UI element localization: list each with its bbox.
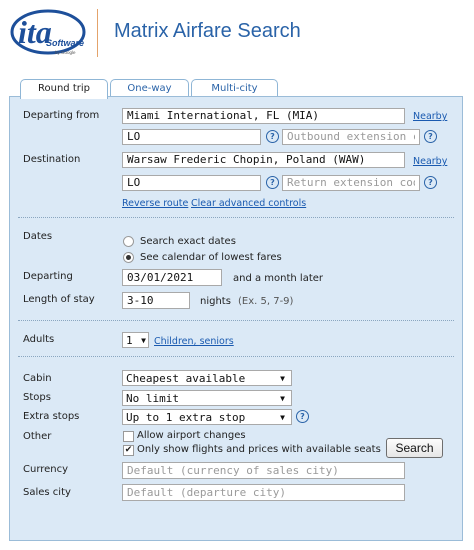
allow-airport-changes-checkbox[interactable]: [123, 431, 134, 442]
departing-from-label: Departing from: [23, 110, 100, 121]
stops-select[interactable]: [122, 390, 292, 406]
ita-software-logo: [6, 8, 86, 60]
logo-main-text: ita: [18, 14, 52, 50]
header-divider: [97, 9, 98, 57]
search-form-panel: [9, 96, 463, 541]
destination-label: Destination: [23, 154, 81, 165]
return-routing-input[interactable]: [122, 175, 261, 191]
logo-by-text: by Google: [55, 50, 76, 55]
section-divider: [18, 217, 454, 218]
tab-round-trip[interactable]: Round trip: [20, 79, 108, 99]
cabin-label: Cabin: [23, 373, 52, 384]
stops-label: Stops: [23, 392, 51, 403]
currency-label: Currency: [23, 464, 69, 475]
calendar-radio[interactable]: [123, 252, 134, 263]
nearby-destination-link[interactable]: Nearby: [413, 156, 448, 167]
stops-select-value: No limit: [126, 392, 179, 405]
length-of-stay-input[interactable]: [122, 292, 190, 309]
help-outbound-routing-icon[interactable]: ?: [266, 130, 279, 143]
adults-select[interactable]: [122, 332, 149, 348]
tab-multi-city[interactable]: Multi-city: [191, 79, 278, 97]
length-of-stay-label: Length of stay: [23, 294, 95, 305]
reverse-route-link[interactable]: Reverse route: [122, 198, 189, 209]
caret-down-icon: ▼: [280, 413, 285, 422]
currency-input[interactable]: [122, 462, 405, 479]
adults-select-value: 1: [126, 334, 133, 347]
calendar-label: See calendar of lowest fares: [140, 252, 282, 263]
only-available-seats-label: Only show flights and prices with available seats: [137, 444, 381, 455]
ita-logo-graphic: [6, 8, 86, 60]
other-label: Other: [23, 431, 52, 442]
section-divider: [18, 356, 454, 357]
departing-from-input[interactable]: [122, 108, 405, 124]
exact-dates-radio[interactable]: [123, 236, 134, 247]
outbound-routing-input[interactable]: [122, 129, 261, 145]
extra-stops-select[interactable]: [122, 409, 292, 425]
help-return-routing-icon[interactable]: ?: [266, 176, 279, 189]
logo-sub-text: Software: [46, 38, 85, 48]
outbound-extension-input[interactable]: [282, 129, 420, 145]
help-return-extension-icon[interactable]: ?: [424, 176, 437, 189]
nights-hint: (Ex. 5, 7-9): [238, 296, 294, 307]
caret-down-icon: ▼: [141, 336, 146, 345]
tab-one-way[interactable]: One-way: [110, 79, 189, 97]
children-seniors-link[interactable]: Children, seniors: [154, 336, 234, 347]
exact-dates-label: Search exact dates: [140, 236, 236, 247]
sales-city-label: Sales city: [23, 487, 71, 498]
departing-date-suffix: and a month later: [233, 273, 324, 284]
extra-stops-select-value: Up to 1 extra stop: [126, 411, 246, 424]
adults-label: Adults: [23, 334, 55, 345]
cabin-select[interactable]: [122, 370, 292, 386]
destination-input[interactable]: [122, 152, 405, 168]
nights-label: nights: [200, 296, 231, 307]
caret-down-icon: ▼: [280, 374, 285, 383]
help-outbound-extension-icon[interactable]: ?: [424, 130, 437, 143]
extra-stops-label: Extra stops: [23, 411, 80, 422]
section-divider: [18, 320, 454, 321]
return-extension-input[interactable]: [282, 175, 420, 191]
help-extra-stops-icon[interactable]: ?: [296, 410, 309, 423]
sales-city-input[interactable]: [122, 484, 405, 501]
departing-date-input[interactable]: [122, 269, 222, 286]
clear-advanced-link[interactable]: Clear advanced controls: [191, 198, 307, 209]
allow-airport-changes-label: Allow airport changes: [137, 430, 246, 441]
nearby-origin-link[interactable]: Nearby: [413, 111, 448, 122]
caret-down-icon: ▼: [280, 394, 285, 403]
departing-date-label: Departing: [23, 271, 73, 282]
only-available-seats-checkbox[interactable]: [123, 445, 134, 456]
cabin-select-value: Cheapest available: [126, 372, 246, 385]
search-button[interactable]: Search: [386, 438, 443, 458]
page-title: Matrix Airfare Search: [114, 20, 301, 42]
checkmark-icon: ✔: [124, 445, 133, 455]
dates-label: Dates: [23, 231, 53, 242]
